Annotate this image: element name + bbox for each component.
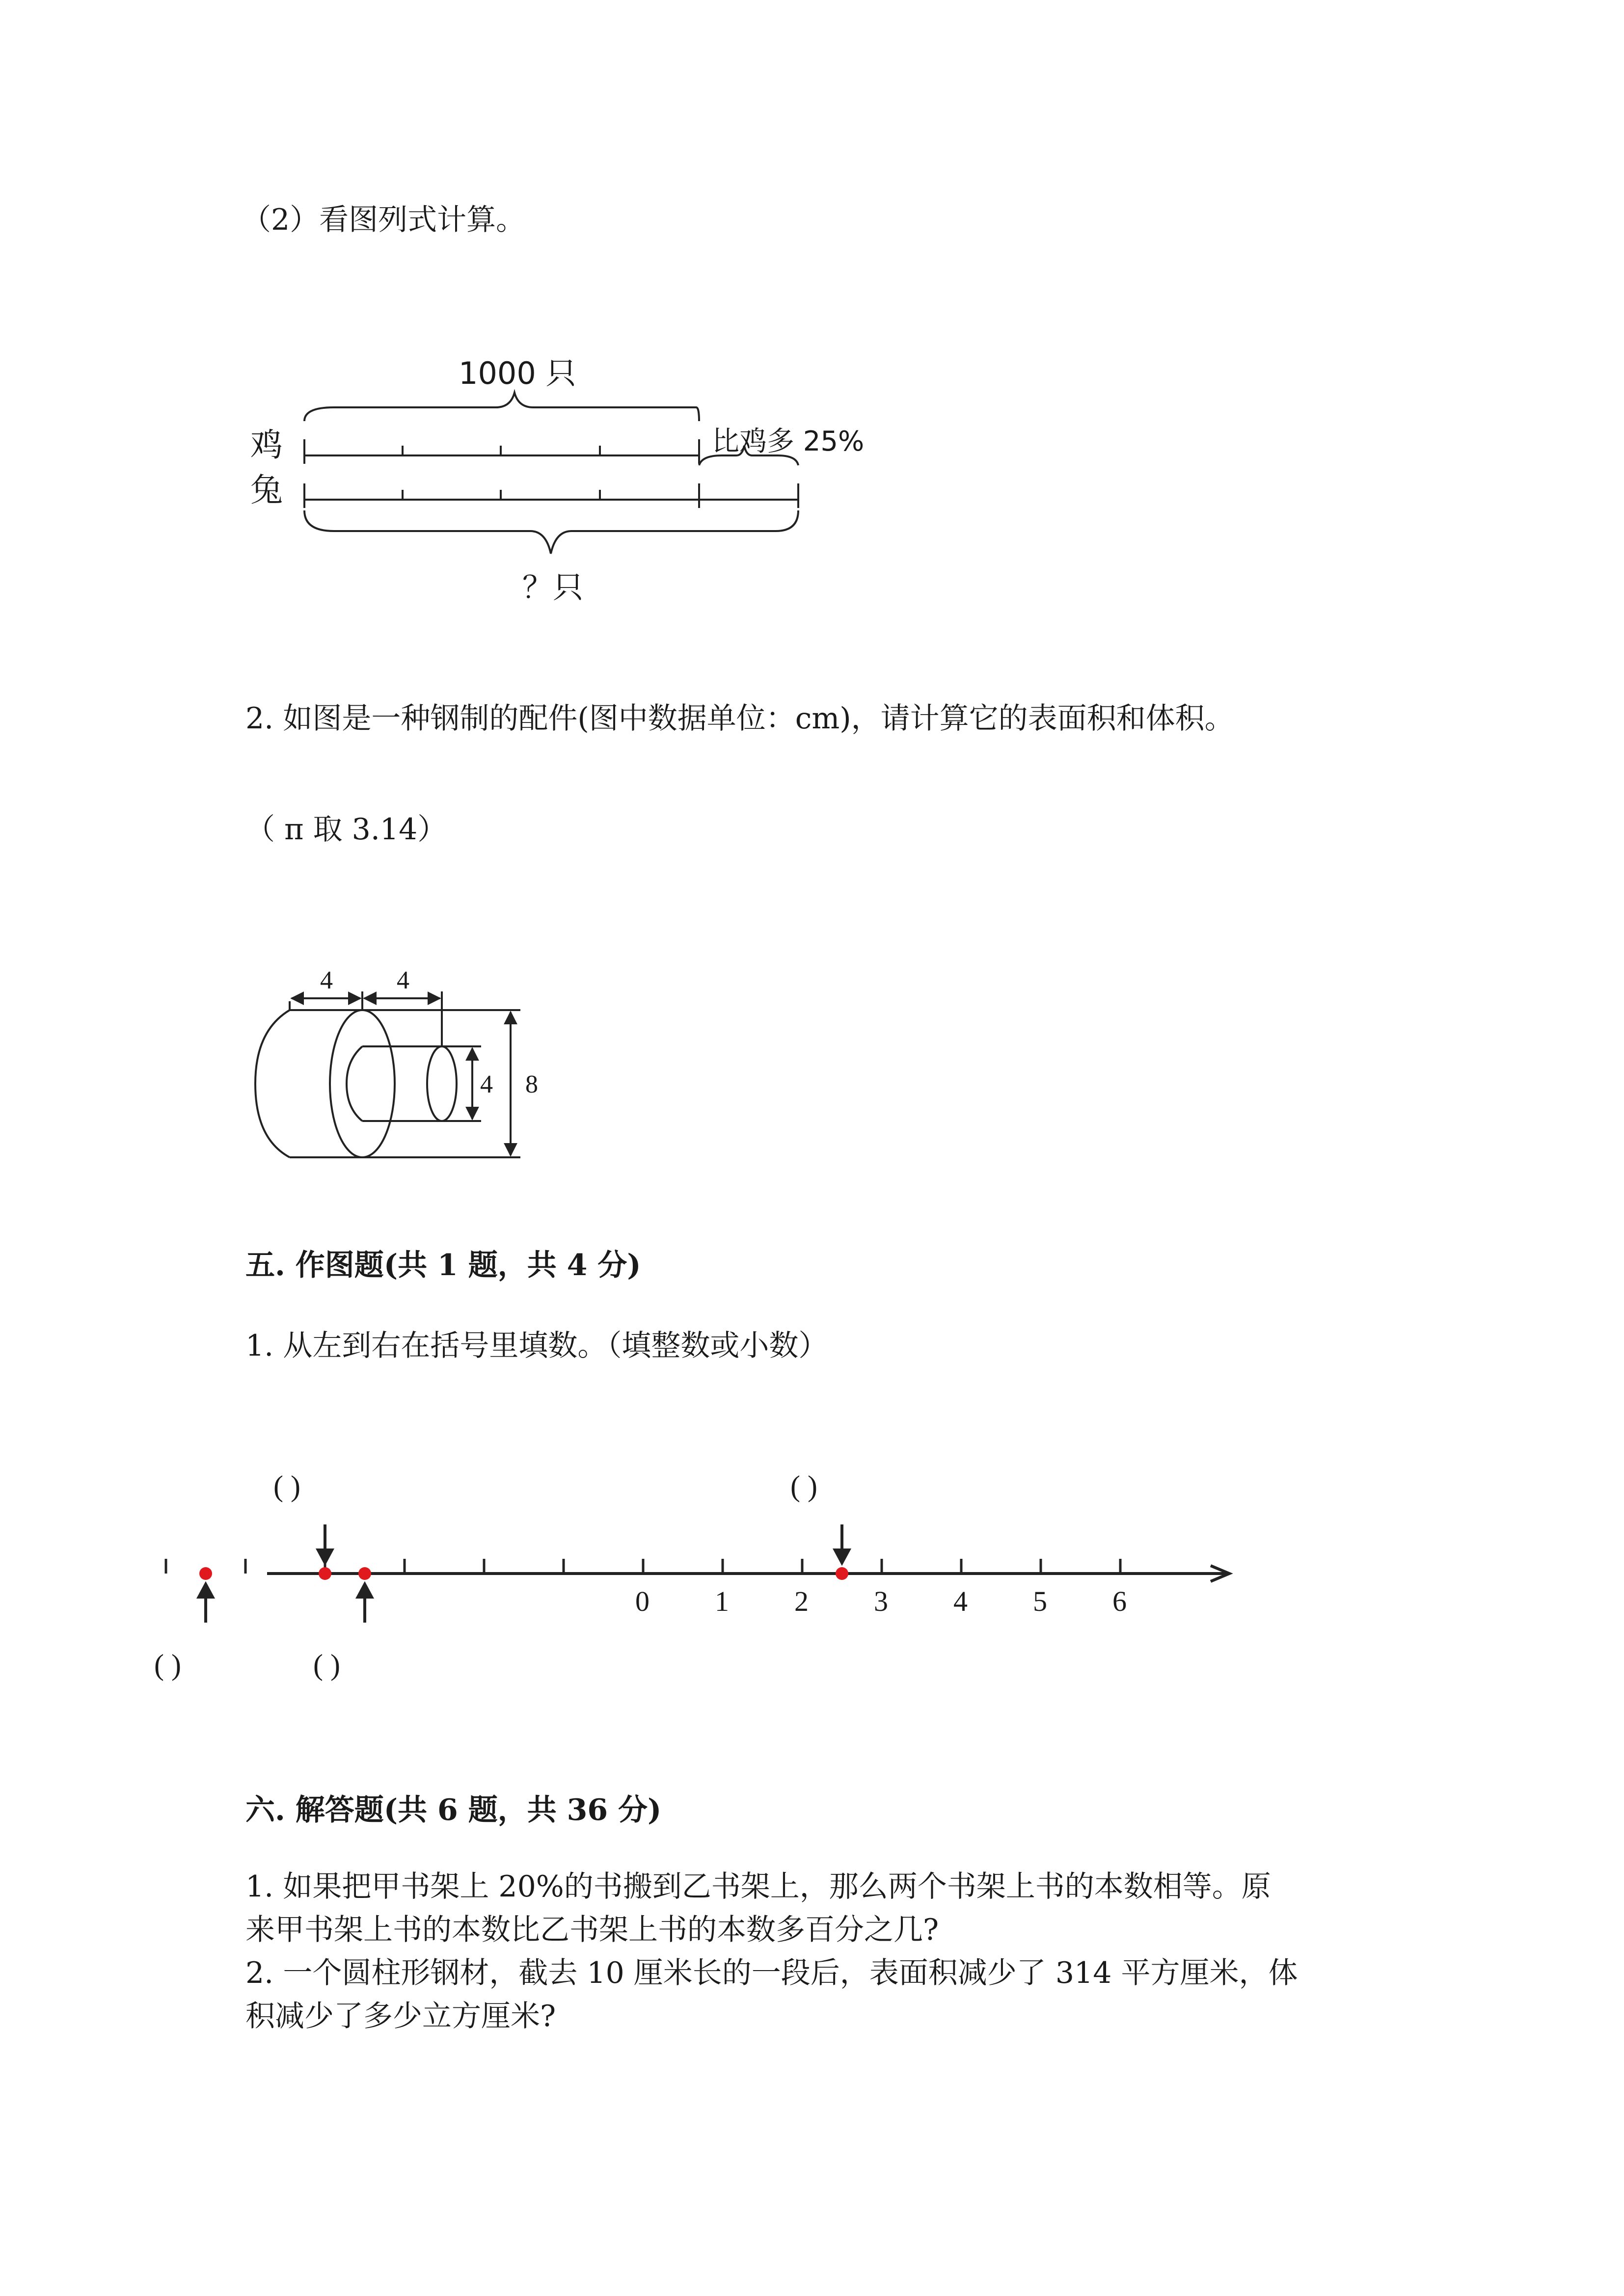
section-6-title: 六. 解答题(共 6 题，共 36 分) <box>245 1793 662 1827</box>
question-1-line-1: 1. 如果把甲书架上 20%的书搬到乙书架上，那么两个书架上书的本数相等。原 <box>245 1869 1271 1904</box>
more-label: 比鸡多 25% <box>712 426 865 457</box>
dim-right-label: 4 <box>397 966 409 994</box>
answer-blank[interactable]: ( ) <box>790 1470 817 1502</box>
question-1-line-2: 来甲书架上书的本数比乙书架上书的本数多百分之几? <box>245 1913 939 1947</box>
section-6-question-1 <box>245 1865 1271 1951</box>
answer-blank[interactable]: ( ) <box>273 1470 300 1502</box>
section-6-question-2 <box>245 1951 1298 2038</box>
number-line-tick-label: 4 <box>953 1585 968 1617</box>
marked-point <box>319 1567 331 1580</box>
rabbit-label: 兔 <box>250 471 283 509</box>
number-line-tick-label: 1 <box>715 1585 729 1617</box>
question-2-label: （2）看图列式计算。 <box>242 203 526 237</box>
unknown-label: ？只 <box>522 569 584 605</box>
number-line-tick-label: 6 <box>1112 1585 1127 1617</box>
dim-left-label: 4 <box>320 966 333 994</box>
question-2-line-2: 积减少了多少立方厘米? <box>245 1999 556 2033</box>
section-5-title: 五. 作图题(共 1 题，共 4 分) <box>245 1248 641 1282</box>
question-2-line-1: 2. 一个圆柱形钢材，截去 10 厘米长的一段后，表面积减少了 314 平方厘米，体 <box>245 1956 1298 1990</box>
number-line-tick-label: 0 <box>635 1585 650 1617</box>
answer-blank[interactable]: ( ) <box>154 1649 181 1681</box>
pointer-arrowhead <box>835 1550 849 1563</box>
pi-note: （ π 取 3.14） <box>245 812 447 847</box>
answer-blank[interactable]: ( ) <box>313 1649 340 1681</box>
number-line-tick-label: 5 <box>1033 1585 1047 1617</box>
marked-point <box>358 1567 371 1580</box>
pointer-arrowhead <box>358 1584 372 1597</box>
total-label: 1000 只 <box>459 355 576 391</box>
number-line-tick-label: 2 <box>794 1585 809 1617</box>
number-line-tick-label: 3 <box>874 1585 888 1617</box>
marked-point <box>199 1567 212 1580</box>
chicken-label: 鸡 <box>250 426 283 464</box>
pointer-arrowhead <box>199 1584 213 1597</box>
section-5-question-1: 1. 从左到右在括号里填数。（填整数或小数） <box>245 1329 828 1363</box>
dim-outer-label: 8 <box>525 1070 538 1098</box>
marked-point <box>836 1567 848 1580</box>
question-2-text: 2. 如图是一种钢制的配件(图中数据单位：cm)，请计算它的表面积和体积。 <box>245 701 1234 736</box>
dim-inner-label: 4 <box>480 1070 493 1098</box>
pointer-arrowhead <box>318 1550 332 1563</box>
